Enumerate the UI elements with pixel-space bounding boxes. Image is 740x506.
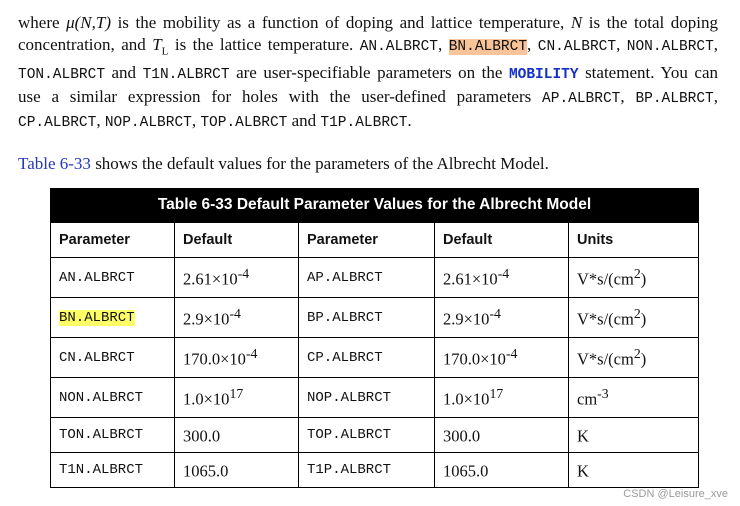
table-6-33-link[interactable]: Table 6-33 [18,154,91,173]
table-row [51,338,699,378]
param-t1n: T1N.ALBRCT [142,67,230,84]
default-cell: $2.61\times 10^{-4}$ [175,258,299,298]
mu-symbol: μ(N,T) [66,13,112,32]
units-cell: $V*s/(cm^2)$ [569,338,699,378]
units-cell: K [569,453,699,488]
param-cell: AP.ALBRCT [299,258,435,298]
header-units: Units [569,223,699,258]
default-cell: $1.0\times 10^{17}$ [435,378,569,418]
default-cell: $170.0\times 10^{-4}$ [175,338,299,378]
text: where [18,13,67,32]
default-cell: $1.0\times 10^{17}$ [175,378,299,418]
default-cell: $2.9\times 10^{-4}$ [175,298,299,338]
param-bp: BP.ALBRCT [635,91,714,108]
default-cell: $2.9\times 10^{-4}$ [435,298,569,338]
default-cell: 1065.0 [435,453,569,488]
units-cell: $V*s/(cm^2)$ [569,298,699,338]
param-t1p: T1P.ALBRCT [320,115,408,132]
param-cell: TON.ALBRCT [51,418,175,453]
units-cell: K [569,418,699,453]
param-cell-highlighted: BN.ALBRCT [51,298,175,338]
header-default: Default [435,223,569,258]
param-cell: T1N.ALBRCT [51,453,175,488]
table-caption: Table 6-33 Default Parameter Values for the Albrecht Model [50,188,699,222]
param-cell: NOP.ALBRCT [299,378,435,418]
table-row [51,418,699,453]
param-cell: T1P.ALBRCT [299,453,435,488]
param-cn: CN.ALBRCT [537,39,617,55]
albrecht-parameters-table [50,188,699,488]
body-paragraph: where μ(N,T) is the mobility as a function of doping and lattice temperature, N is the total doping concentration, and $T_L$ is the lattice temperature. AN.ALBRCT, BN.ALBRCT, CN.ALBRCT, NON.ALBRCT, TON.ALBRCT and T1N.ALBRCT are user-specifiable parameters on the MOBILITY statement. You can use a similar expression for holes with the user-defined parameters AP.ALBRCT, BP.ALBRCT, CP.ALBRCT, NOP.ALBRCT, TOP.ALBRCT and T1P.ALBRCT. [18,13,719,132]
param-bn-highlighted: BN.ALBRCT [448,39,528,55]
table-row [51,453,699,488]
header-default: Default [175,223,299,258]
table-row [51,378,699,418]
units-cell: $cm^{-3}$ [569,378,699,418]
param-ap: AP.ALBRCT [542,91,621,108]
table-reference-sentence [18,153,549,175]
text: shows the default values for the parameters of the Albrecht Model. [90,154,549,173]
table-row [51,298,699,338]
param-non: NON.ALBRCT [626,39,714,55]
header-parameter: Parameter [51,223,175,258]
param-nop: NOP.ALBRCT [104,115,192,132]
param-cp: CP.ALBRCT [18,115,97,132]
text: is the mobility as a function of doping and lattice temperature, [111,13,571,32]
param-cell: CN.ALBRCT [51,338,175,378]
text: is the total doping concentration, and [18,13,719,54]
tl-symbol: $T_L$ [152,35,169,58]
watermark: CSDN @Leisure_xve [623,488,728,500]
default-cell: $170.0\times 10^{-4}$ [435,338,569,378]
param-cell: AN.ALBRCT [51,258,175,298]
default-cell: 300.0 [175,418,299,453]
default-cell: 1065.0 [175,453,299,488]
mobility-keyword-link[interactable]: MOBILITY [508,67,579,84]
text: is the lattice temperature. [168,35,360,54]
param-cell: NON.ALBRCT [51,378,175,418]
units-cell: $V*s/(cm^2)$ [569,258,699,298]
default-cell: 300.0 [435,418,569,453]
header-row [51,223,699,258]
param-ton: TON.ALBRCT [18,67,106,84]
param-an: AN.ALBRCT [359,39,439,55]
param-cell: TOP.ALBRCT [299,418,435,453]
header-parameter: Parameter [299,223,435,258]
default-cell: $2.61\times 10^{-4}$ [435,258,569,298]
param-top: TOP.ALBRCT [200,115,288,132]
param-cell: CP.ALBRCT [299,338,435,378]
param-cell: BP.ALBRCT [299,298,435,338]
n-symbol: N [570,13,583,32]
table-row [51,258,699,298]
